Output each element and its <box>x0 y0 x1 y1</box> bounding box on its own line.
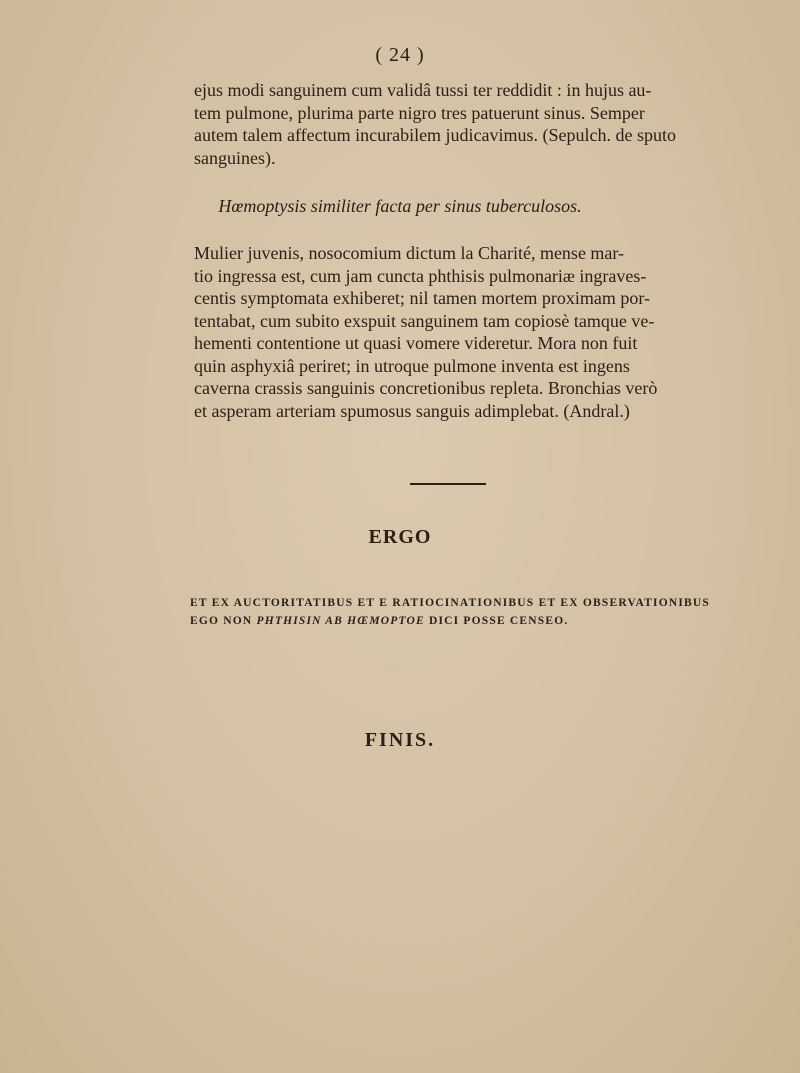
section-heading: Hœmoptysis similiter facta per sinus tuberculosos. <box>218 196 582 216</box>
text-line: caverna crassis sanguinis concretionibus repleta. Bronchias verò <box>194 378 658 398</box>
text-line: Mulier juvenis, nosocomium dictum la Charité, mense mar- <box>194 243 625 263</box>
page-number: ( 24 ) <box>375 44 425 66</box>
text-line: quin asphyxiâ periret; in utroque pulmone inventa est ingens <box>194 355 630 376</box>
text-line: centis symptomata exhiberet; nil tamen mortem proximam por- <box>194 288 651 308</box>
text-line: hementi contentione ut quasi vomere videretur. Mora non fuit <box>194 333 638 353</box>
conclusion-italic: PHTHISIN AB HŒMOPTOE <box>256 615 425 627</box>
ergo-heading: ERGO <box>368 526 432 548</box>
finis-heading: FINIS. <box>364 729 436 751</box>
paragraph-1 <box>194 79 710 169</box>
paragraph-2 <box>194 242 710 422</box>
text-line: autem talem affectum incurabilem judicavimus. (Sepulch. de sputo <box>194 125 677 145</box>
text-line: tentabat, cum subito exspuit sanguinem tam copiosè tamque ve- <box>194 310 655 331</box>
text-line: ejus modi sanguinem cum validâ tussi ter reddidit : in hujus au- <box>194 80 652 100</box>
section-divider <box>410 483 486 485</box>
text-line: et asperam arteriam spumosus sanguis adimplebat. (Andral.) <box>194 400 630 421</box>
conclusion-end: DICI POSSE CENSEO. <box>428 615 569 627</box>
text-line: tem pulmone, plurima parte nigro tres patuerunt sinus. Semper <box>194 102 645 123</box>
text-line: sanguines). <box>194 147 276 168</box>
conclusion-start: ET EX AUCTORITATIBUS ET E RATIOCINATIONIBUS ET EX OBSERVATIONIBUS EGO NON <box>190 597 710 627</box>
text-line: tio ingressa est, cum jam cuncta phthisis pulmonariæ ingraves- <box>194 265 647 286</box>
conclusion-statement <box>190 594 710 630</box>
